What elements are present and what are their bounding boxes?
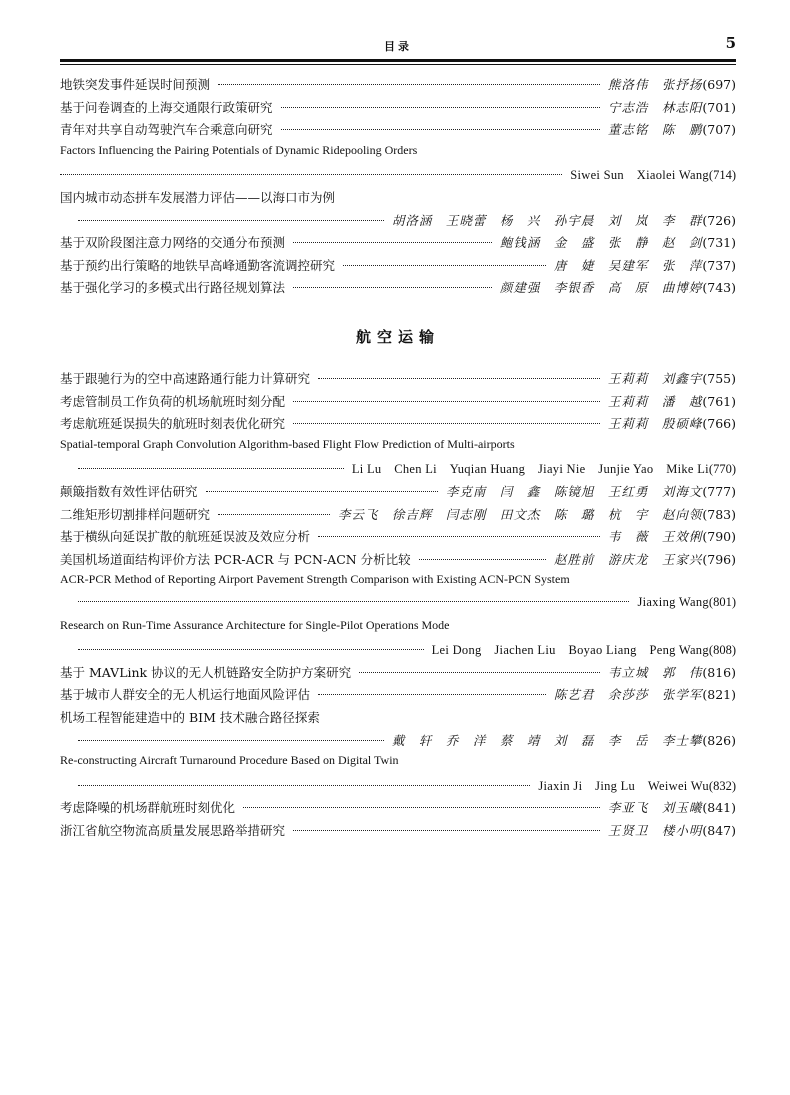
entry-authors: 宁志浩 林志阳 — [607, 99, 703, 115]
entry-page: (755) — [702, 371, 736, 386]
entry-title[interactable]: 国内城市动态拼车发展潜力评估——以海口市为例 — [60, 189, 336, 205]
dot-leader — [318, 536, 600, 537]
dot-leader — [343, 265, 546, 266]
toc-entry[interactable] — [60, 256, 736, 279]
entry-page: (826) — [702, 732, 736, 748]
entry-authors: 王莉莉 殷硕峰 — [607, 416, 703, 432]
entry-title[interactable]: Re-constructing Aircraft Turnaround Procedure Based on Digital Twin — [60, 753, 399, 768]
entry-page: (731) — [702, 235, 736, 251]
entry-title[interactable]: ACR-PCR Method of Reporting Airport Pavement Strength Comparison with Existing ACN-PCN System — [60, 572, 570, 587]
toc-entry-continuation[interactable] — [60, 211, 736, 234]
entry-authors: 韦 薇 王效俐 — [607, 529, 703, 545]
entry-authors: 鲍钱涵 金 盛 张 静 赵 剑 — [499, 235, 703, 251]
entry-page: (737) — [702, 257, 736, 273]
entry-title[interactable]: 机场工程智能建造中的 BIM 技术融合路径探索 — [60, 709, 320, 725]
dot-leader — [218, 84, 600, 85]
entry-title: 基于 MAVLink 协议的无人机链路安全防护方案研究 — [60, 664, 352, 680]
toc-section-aviation — [60, 369, 736, 843]
entry-page: (743) — [702, 280, 736, 296]
toc-entry[interactable] — [60, 685, 736, 708]
entry-page: (832) — [708, 778, 736, 793]
dot-leader — [60, 174, 562, 175]
entry-authors: 颜建强 李银香 高 原 曲博婷 — [499, 280, 703, 296]
header-rule-thin — [60, 64, 736, 65]
toc-entry[interactable] — [60, 369, 736, 392]
toc-entry[interactable] — [60, 663, 736, 686]
dot-leader — [218, 514, 330, 515]
section-heading: 航空运输 — [355, 328, 440, 346]
entry-title: 考虑管制员工作负荷的机场航班时刻分配 — [60, 393, 286, 409]
entry-title: 颠簸指数有效性评估研究 — [60, 483, 198, 499]
entry-authors: Siwei Sun Xiaolei Wang — [570, 168, 709, 183]
toc-entry[interactable] — [60, 120, 736, 143]
entry-authors: 陈艺君 余莎莎 张学军 — [553, 687, 703, 703]
dot-leader — [206, 491, 438, 492]
toc-entry[interactable] — [60, 798, 736, 821]
toc-entry[interactable] — [60, 821, 736, 844]
dot-leader — [78, 785, 530, 786]
entry-page: (707) — [702, 122, 736, 138]
entry-authors: 王莉莉 刘鑫宇 — [607, 371, 703, 386]
page-header — [60, 34, 736, 56]
toc-entry[interactable] — [60, 75, 736, 98]
header-rule-thick — [60, 59, 736, 62]
entry-authors: 王莉莉 潘 越 — [607, 393, 703, 409]
dot-leader — [243, 807, 600, 808]
toc-entry-continuation[interactable] — [60, 776, 736, 799]
header-title: 目录 — [384, 40, 412, 53]
entry-title: 基于问卷调查的上海交通限行政策研究 — [60, 99, 273, 115]
toc-section-continued — [60, 75, 736, 301]
entry-page: (808) — [708, 643, 736, 658]
entry-title: 青年对共享自动驾驶汽车合乘意向研究 — [60, 122, 273, 138]
dot-leader — [293, 423, 600, 424]
entry-authors: Li Lu Chen Li Yuqian Huang Jiayi Nie Junjie Yao Mike Li — [351, 462, 709, 477]
entry-title: 浙江省航空物流高质量发展思路举措研究 — [60, 822, 286, 838]
dot-leader — [281, 107, 600, 108]
entry-title[interactable]: Factors Influencing the Pairing Potentials of Dynamic Ridepooling Orders — [60, 142, 418, 157]
entry-authors: 李亚飞 刘玉曦 — [607, 800, 703, 816]
dot-leader — [78, 220, 384, 221]
entry-page: (761) — [702, 393, 736, 409]
dot-leader — [293, 242, 492, 243]
entry-authors: 韦立城 郭 伟 — [607, 664, 703, 680]
entry-title: 基于预约出行策略的地铁早高峰通勤客流调控研究 — [60, 257, 336, 273]
toc-entry-continuation[interactable] — [60, 595, 736, 618]
entry-page: (790) — [702, 529, 736, 545]
toc-entry[interactable] — [60, 392, 736, 415]
entry-page: (816) — [702, 664, 736, 680]
entry-title: 地铁突发事件延误时间预测 — [60, 77, 211, 92]
toc-entry[interactable] — [60, 550, 736, 573]
entry-authors: 戴 轩 乔 洋 蔡 靖 刘 磊 李 岳 李士攀 — [391, 732, 703, 748]
entry-authors: Jiaxing Wang — [637, 594, 709, 609]
entry-authors: Jiaxin Ji Jing Lu Weiwei Wu — [538, 778, 709, 793]
dot-leader — [78, 649, 424, 650]
entry-page: (847) — [702, 822, 736, 838]
toc-entry-continuation[interactable] — [60, 459, 736, 482]
entry-authors: 李克南 闫 鑫 陈镜旭 王红勇 刘海文 — [445, 483, 703, 499]
dot-leader — [318, 378, 600, 379]
toc-entry-continuation[interactable] — [60, 731, 736, 754]
entry-title: 基于城市人群安全的无人机运行地面风险评估 — [60, 687, 311, 703]
entry-authors: Lei Dong Jiachen Liu Boyao Liang Peng Wang — [431, 643, 709, 658]
entry-title: 二维矩形切割排样问题研究 — [60, 506, 211, 522]
entry-authors: 熊洛伟 张抒扬 — [607, 77, 703, 92]
entry-title: 基于强化学习的多模式出行路径规划算法 — [60, 280, 286, 296]
dot-leader — [419, 559, 546, 560]
dot-leader — [293, 401, 600, 402]
dot-leader — [78, 740, 384, 741]
toc-entry-continuation[interactable] — [60, 165, 736, 188]
toc-entry[interactable] — [60, 482, 736, 505]
toc-entry[interactable] — [60, 414, 736, 437]
dot-leader — [78, 601, 629, 602]
toc-page — [60, 0, 736, 1095]
dot-leader — [293, 830, 600, 831]
entry-authors: 唐 婕 吴建军 张 萍 — [553, 257, 703, 273]
dot-leader — [78, 468, 344, 469]
dot-leader — [281, 129, 600, 130]
entry-authors: 胡洛涵 王晓蕾 杨 兴 孙宇晨 刘 岚 李 群 — [391, 212, 703, 228]
entry-title: 基于横纵向延误扩散的航班延误波及效应分析 — [60, 529, 311, 545]
entry-page: (841) — [702, 800, 736, 816]
entry-page: (821) — [702, 687, 736, 703]
entry-page: (796) — [702, 551, 736, 567]
entry-page: (701) — [702, 99, 736, 115]
entry-page: (783) — [702, 506, 736, 522]
dot-leader — [293, 287, 492, 288]
entry-page: (777) — [702, 483, 736, 499]
entry-page: (726) — [702, 212, 736, 228]
dot-leader — [359, 672, 600, 673]
entry-title: 考虑降噪的机场群航班时刻优化 — [60, 800, 236, 816]
entry-authors: 李云飞 徐吉辉 闫志刚 田文杰 陈 璐 杭 宇 赵向领 — [337, 506, 703, 522]
page-number: 5 — [725, 34, 736, 52]
entry-authors: 王贤卫 楼小明 — [607, 822, 703, 838]
toc-entry[interactable] — [60, 527, 736, 550]
dot-leader — [318, 694, 546, 695]
toc-entry[interactable] — [60, 278, 736, 301]
entry-page: (801) — [708, 594, 736, 609]
entry-title: 基于双阶段图注意力网络的交通分布预测 — [60, 235, 286, 251]
entry-title: 美国机场道面结构评价方法 PCR-ACR 与 PCN-ACN 分析比较 — [60, 551, 411, 567]
entry-title: 考虑航班延误损失的航班时刻表优化研究 — [60, 416, 286, 432]
entry-title: 基于跟驰行为的空中高速路通行能力计算研究 — [60, 371, 311, 386]
entry-title[interactable]: Research on Run-Time Assurance Architecture for Single-Pilot Operations Mode — [60, 617, 450, 632]
entry-page: (766) — [702, 416, 736, 432]
toc-entry[interactable] — [60, 98, 736, 121]
entry-page: (697) — [702, 77, 736, 92]
entry-title[interactable]: Spatial-temporal Graph Convolution Algorithm-based Flight Flow Prediction of Multi-airports — [60, 436, 515, 451]
toc-entry[interactable] — [60, 505, 736, 528]
entry-page: (714) — [708, 168, 736, 183]
toc-entry-continuation[interactable] — [60, 640, 736, 663]
entry-authors: 董志铭 陈 鹏 — [607, 122, 703, 138]
entry-authors: 赵胜前 游庆龙 王家兴 — [553, 551, 703, 567]
toc-entry[interactable] — [60, 233, 736, 256]
entry-page: (770) — [708, 462, 736, 477]
